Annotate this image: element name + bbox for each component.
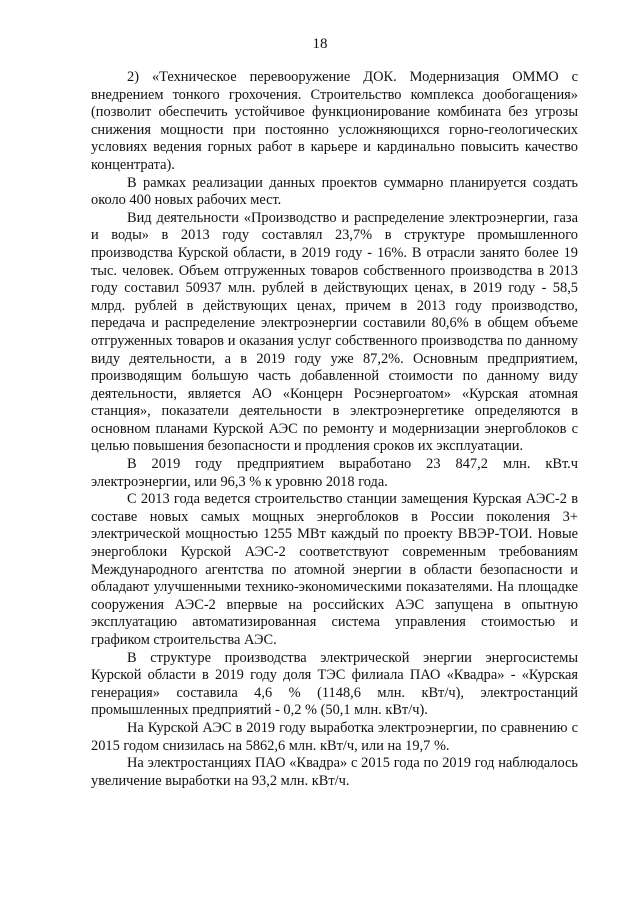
paragraph-generation-structure: В структуре производства электрической энергии энергосистемы Курской области в 2019 году доля ТЭС филиала ПАО «Квадра» - «Курская генерация» составила 4,6 % (1148,6 млн. кВт/ч), электростанций промышленных предприятий - 0,2 % (50,1 млн. кВт/ч). bbox=[91, 649, 578, 719]
body-text bbox=[91, 69, 578, 790]
paragraph-2019-output: В 2019 году предприятием выработано 23 847,2 млн. кВт.ч электроэнергии, или 96,3 % к уровню 2018 года. bbox=[91, 456, 578, 490]
paragraph-kvadra-increase: На электростанциях ПАО «Квадра» с 2015 года по 2019 год наблюдалось увеличение выработки на 93,2 млн. кВт/ч. bbox=[91, 755, 578, 789]
paragraph-npp-decline: На Курской АЭС в 2019 году выработка электроэнергии, по сравнению с 2015 годом снизилась на 5862,6 млн. кВт/ч, или на 19,7 %. bbox=[91, 719, 578, 754]
paragraph-project-2: 2) «Техническое перевооружение ДОК. Модернизация ОММО с внедрением тонкого грохочения. Строительство комплекса дообогащения» (позволит обеспечить устойчивое функционирование комбината без угрозы снижения мощности при постоянно усложняющихся горно-геологических условиях ведения горных работ в карьере и кардинально повысить качество концентрата). bbox=[91, 69, 578, 173]
page-number: 18 bbox=[312, 36, 328, 52]
paragraph-kursk-npp-2: С 2013 года ведется строительство станции замещения Курская АЭС-2 в составе новых самых мощных энергоблоков в России поколения 3+ электрической мощностью 1255 МВт каждый по проекту ВВЭР-ТОИ. Новые энергоблоки Курской АЭС-2 соответствуют современным требованиям Международного агентства по атомной энергии в области безопасности и обладают улучшенными технико-экономическими показателями. На площадке сооружения АЭС-2 впервые на российских АЭС запущена в опытную эксплуатацию автоматизированная система управления стоимостью и графиком строительства АЭС. bbox=[91, 491, 578, 648]
paragraph-energy-sector: Вид деятельности «Производство и распределение электроэнергии, газа и воды» в 2013 году составлял 23,7% в структуре промышленного производства Курской области, в 2019 году - 16%. В отрасли занято более 19 тыс. человек. Объем отгруженных товаров собственного производства в 2013 году составил 50937 млн. рублей в действующих ценах, в 2019 году - 58,5 млрд. рублей в действующих ценах, причем в 2013 году производство, передача и распределение электроэнергии составили 80,6% в общем объеме отгруженных товаров и оказания услуг собственного производства по данному виду деятельности, а в 2019 году уже 87,2%. Основным предприятием, производящим большую часть добавленной стоимости по данному виду деятельности, является АО «Концерн Росэнергоатом» «Курская атомная станция», показатели деятельности в электроэнергетике определяются в основном планами Курской АЭС по ремонту и модернизации энергоблоков с целью повышения безопасности и продления сроков их эксплуатации. bbox=[91, 209, 578, 455]
paragraph-new-jobs: В рамках реализации данных проектов суммарно планируется создать около 400 новых рабочих мест. bbox=[91, 174, 578, 209]
